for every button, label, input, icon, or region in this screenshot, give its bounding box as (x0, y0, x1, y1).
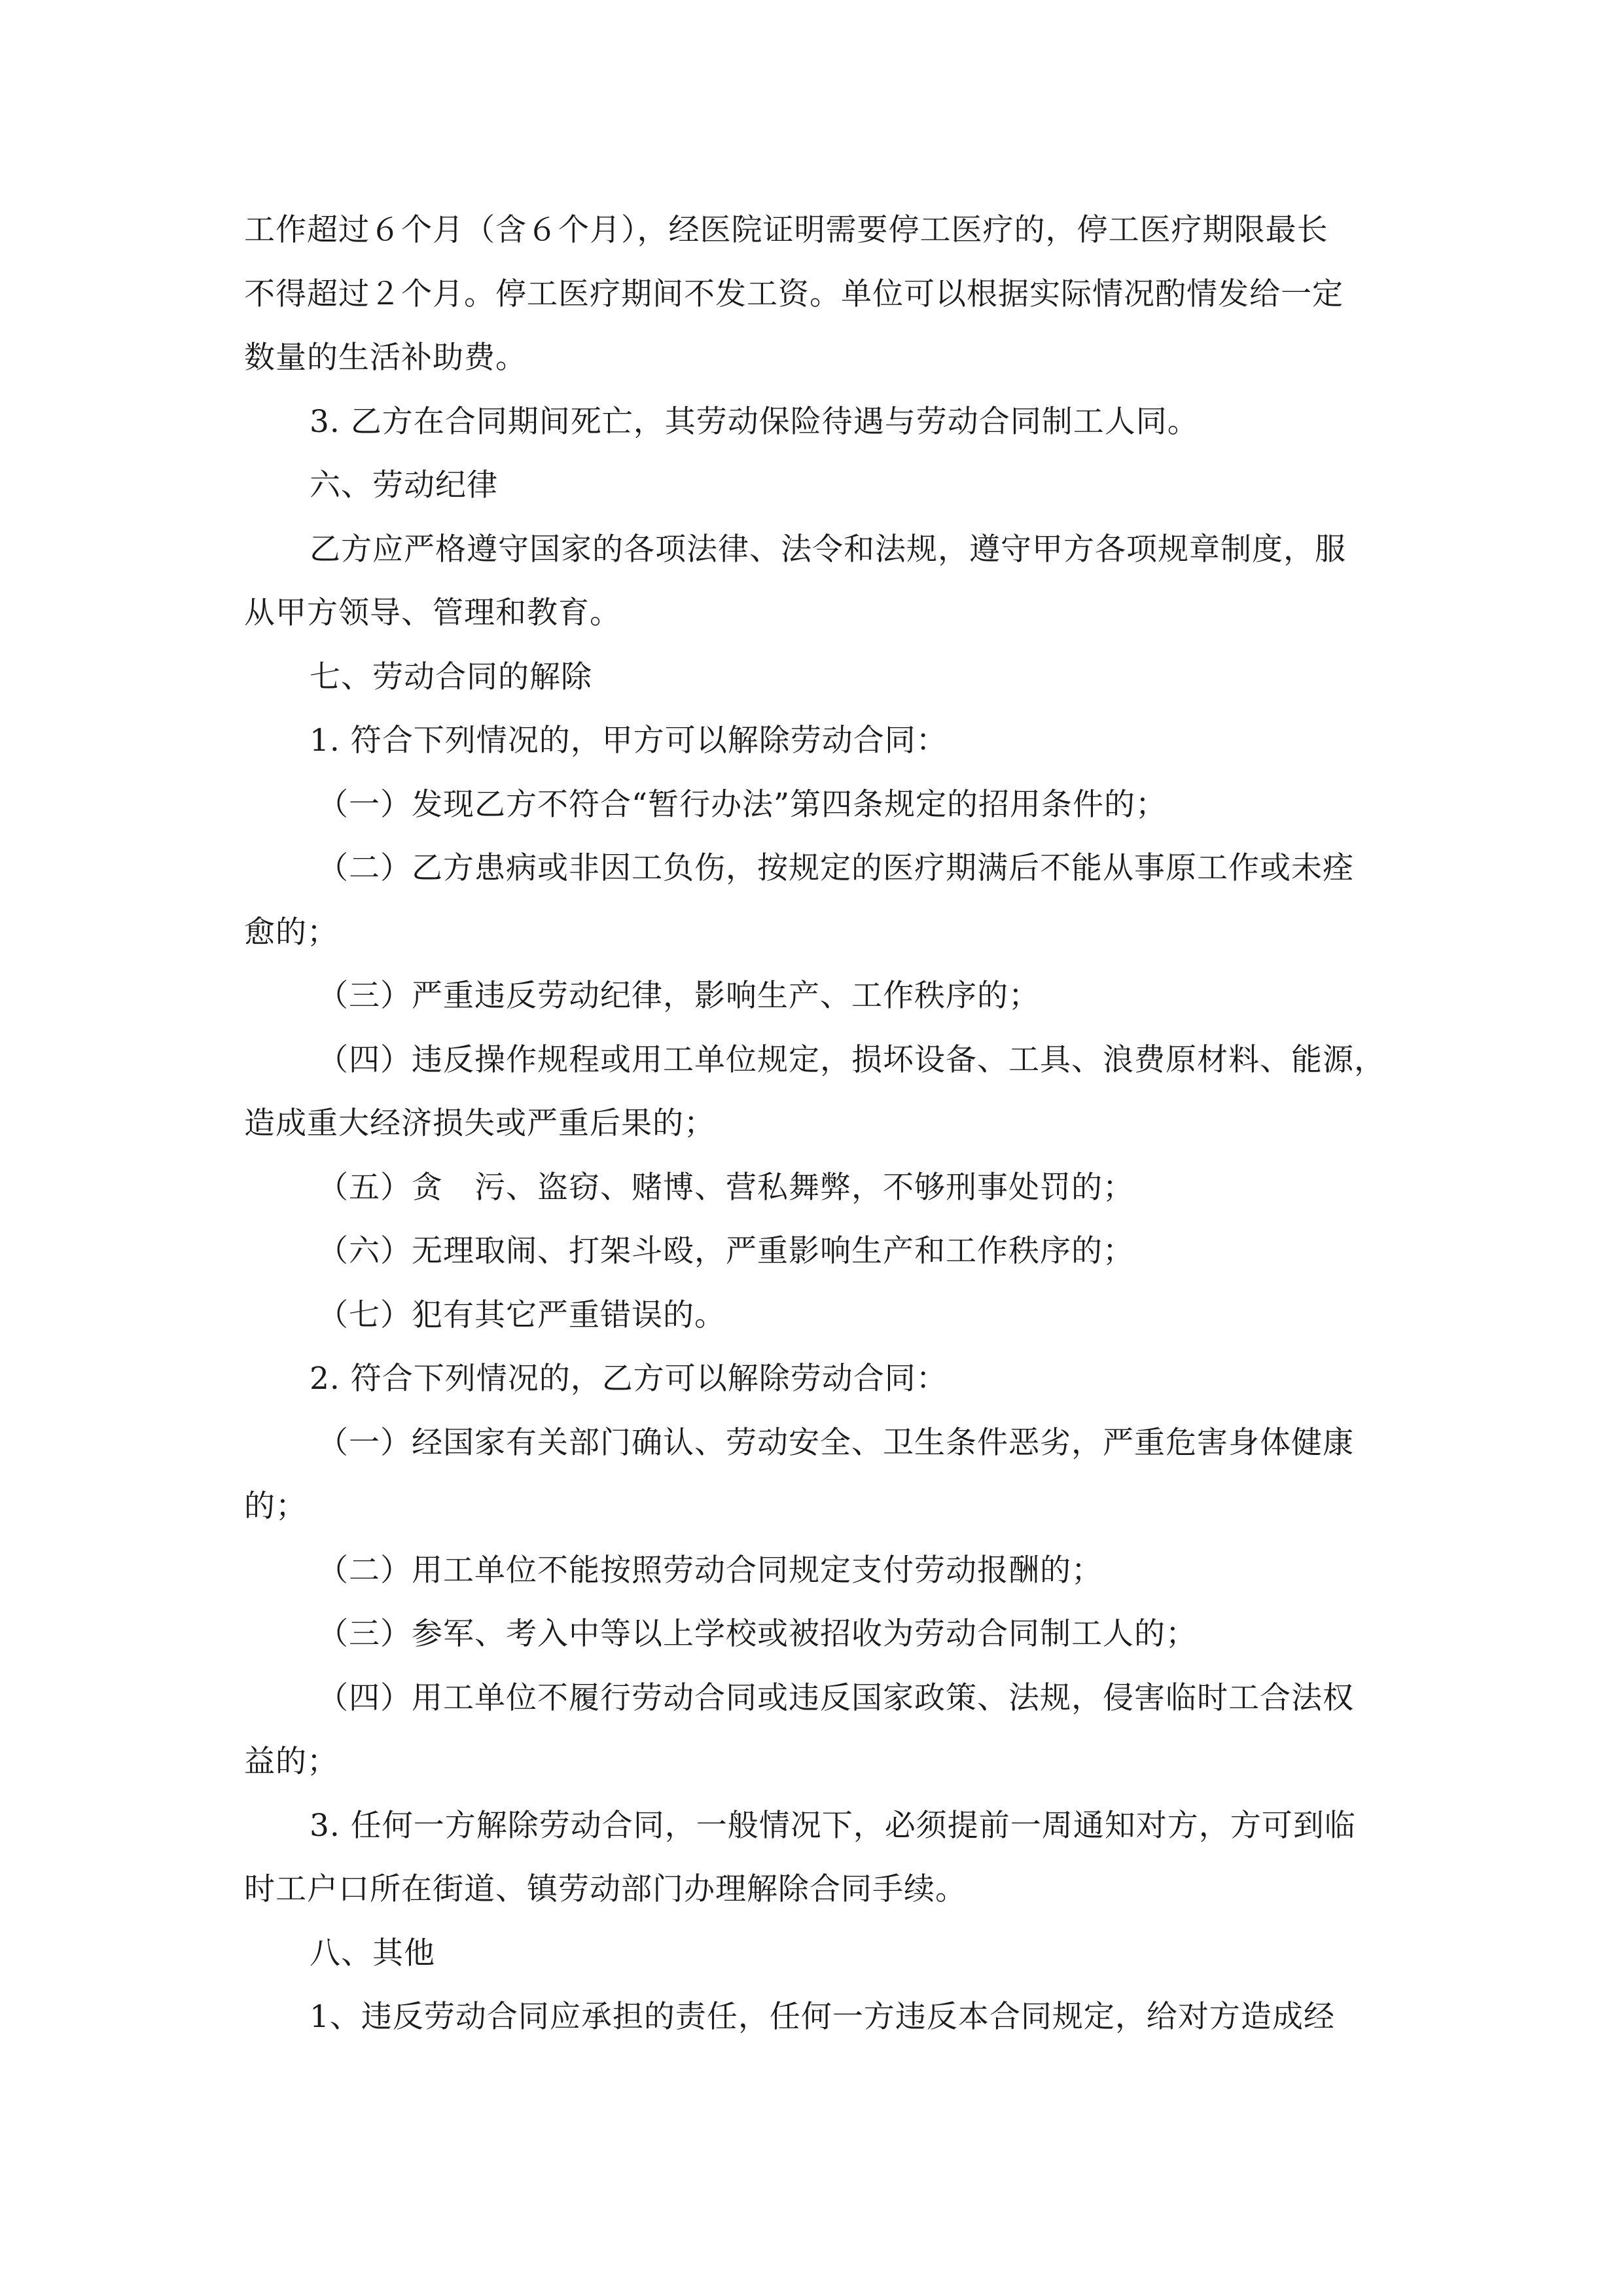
paragraph-line: 的； (244, 1488, 307, 1524)
paragraph-line: 造成重大经济损失或严重后果的； (244, 1105, 715, 1141)
paragraph-line: 1、违反劳动合同应承担的责任，任何一方违反本合同规定，给对方造成经 (310, 1999, 1335, 2035)
paragraph-line: 时工户口所在街道、镇劳动部门办理解除合同手续。 (244, 1871, 967, 1907)
paragraph-line: （四）用工单位不履行劳动合同或违反国家政策、法规，侵害临时工合法权 (317, 1679, 1354, 1716)
paragraph-line: 八、其他 (310, 1935, 435, 1971)
paragraph-line: （四）违反操作规程或用工单位规定，损坏设备、工具、浪费原材料、能源， (317, 1041, 1385, 1078)
paragraph-line: 3. 任何一方解除劳动合同，一般情况下，必须提前一周通知对方，方可到临 (310, 1807, 1356, 1844)
paragraph-line: 七、劳动合同的解除 (310, 658, 592, 695)
paragraph-line: 3. 乙方在合同期间死亡，其劳动保险待遇与劳动合同制工人同。 (310, 403, 1199, 440)
paragraph-line: 数量的生活补助费。 (244, 340, 527, 376)
paragraph-line: 2. 符合下列情况的，乙方可以解除劳动合同： (310, 1361, 948, 1397)
paragraph-line: 从甲方领导、管理和教育。 (244, 595, 621, 631)
paragraph-line: 愈的； (244, 914, 338, 950)
paragraph-line: （七）犯有其它严重错误的。 (317, 1297, 726, 1333)
paragraph-line: （二）乙方患病或非因工负伤，按规定的医疗期满后不能从事原工作或未痊 (317, 850, 1354, 886)
paragraph-line: （一）经国家有关部门确认、劳动安全、卫生条件恶劣，严重危害身体健康 (317, 1424, 1354, 1461)
paragraph-line: （三）参军、考入中等以上学校或被招收为劳动合同制工人的； (317, 1616, 1197, 1652)
paragraph-line: （五）贪 污、盗窃、赌博、营私舞弊，不够刑事处罚的； (317, 1169, 1134, 1206)
paragraph-line: （二）用工单位不能按照劳动合同规定支付劳动报酬的； (317, 1552, 1103, 1588)
paragraph-line: 乙方应严格遵守国家的各项法律、法令和法规，遵守甲方各项规章制度，服 (310, 531, 1346, 567)
document-body (244, 198, 1385, 2049)
paragraph-line: 工作超过６个月（含６个月），经医院证明需要停工医疗的，停工医疗期限最长 (244, 212, 1329, 248)
paragraph-line: （一）发现乙方不符合“暂行办法”第四条规定的招用条件的； (317, 786, 1168, 823)
paragraph-line: （三）严重违反劳动纪律，影响生产、工作秩序的； (317, 978, 1040, 1014)
paragraph-line: 1. 符合下列情况的，甲方可以解除劳动合同： (310, 723, 948, 759)
paragraph-line: （六）无理取闹、打架斗殴，严重影响生产和工作秩序的； (317, 1233, 1134, 1269)
paragraph-line: 不得超过２个月。停工医疗期间不发工资。单位可以根据实际情况酌情发给一定 (244, 276, 1344, 312)
paragraph-line: 六、劳动纪律 (310, 467, 498, 503)
paragraph-line: 益的； (244, 1744, 338, 1780)
